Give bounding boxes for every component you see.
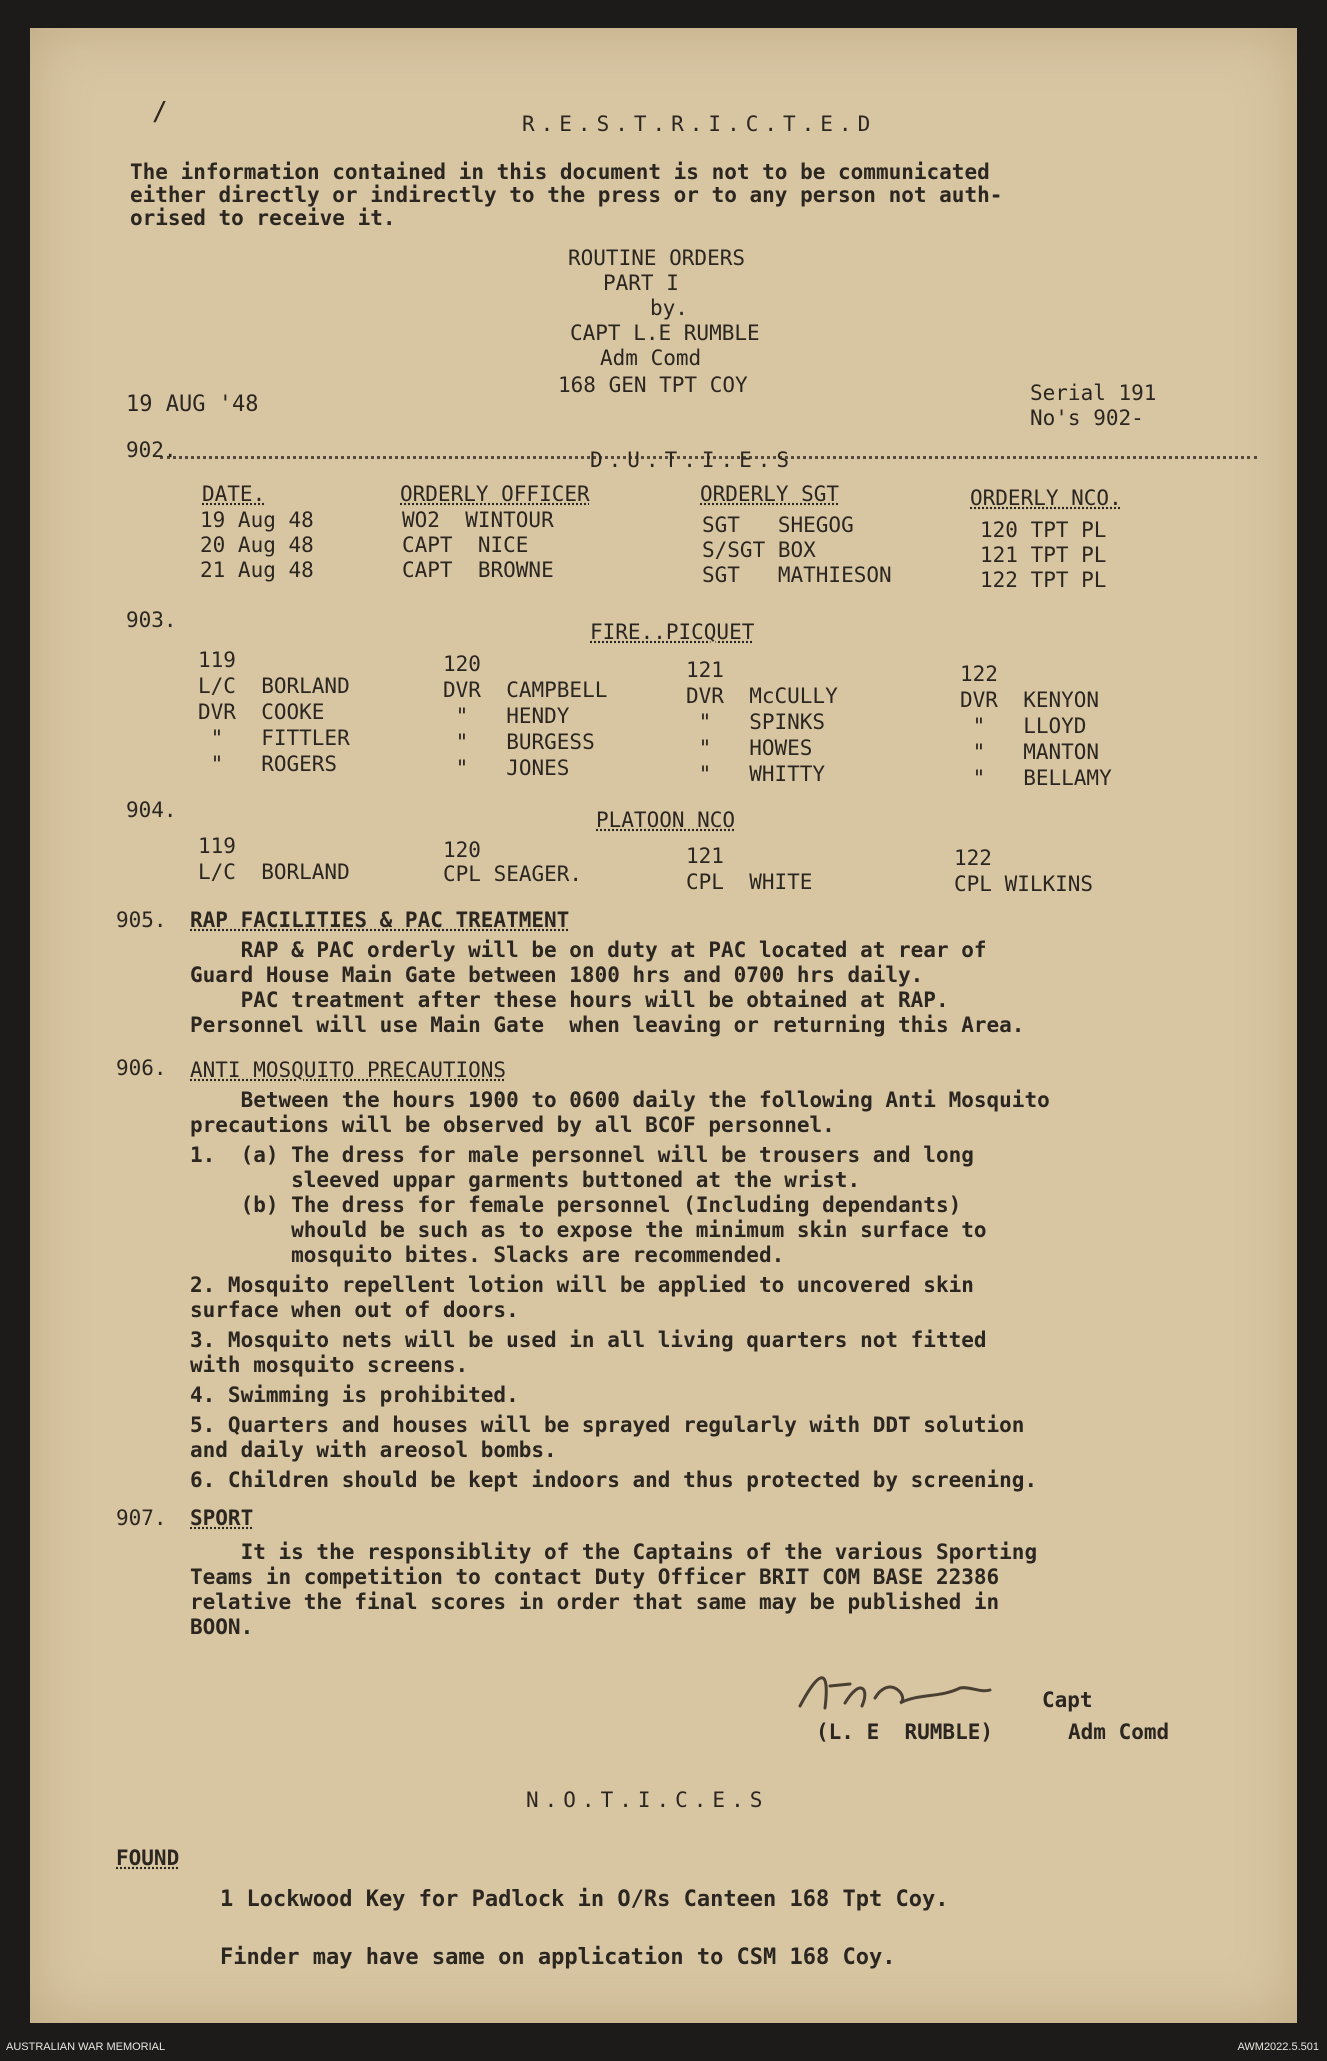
heading-line-5: Adm Comd [600,346,702,370]
fire-picquet-121-line-2: " SPINKS [686,710,826,734]
fire-picquet-title: FIRE..PICQUET [590,620,755,644]
duties-header-sgt: ORDERLY SGT [700,482,840,506]
duties-row-2-officer: CAPT NICE [402,533,529,557]
fire-picquet-122-line-4: " BELLAMY [960,766,1112,790]
platoon-nco-119-pl: 119 [198,834,236,858]
duties-row-2-date: 20 Aug 48 [200,533,314,557]
duties-row-2-sgt: S/SGT BOX [702,538,816,562]
order-numbers: No's 902- [1030,406,1144,430]
duties-row-3-date: 21 Aug 48 [200,558,314,582]
heading-line-6: 168 GEN TPT COY [558,373,748,397]
platoon-nco-122-pl: 122 [954,846,992,870]
heading-line-4: CAPT L.E RUMBLE [570,321,760,345]
duties-row-3-sgt: SGT MATHIESON [702,563,892,587]
handwritten-signature [790,1658,1030,1728]
mosquito-line-2: precautions will be observed by all BCOF personnel. [190,1113,835,1137]
mosquito-line-5: (b) The dress for female personnel (Including dependants) [190,1193,962,1217]
order-date: 19 AUG '48 [126,392,259,417]
duties-row-1-officer: WO2 WINTOUR [402,508,554,532]
fire-picquet-number: 903. [126,608,177,632]
mosquito-line-3: 1. (a) The dress for male personnel will be trousers and long [190,1143,974,1167]
rap-number: 905. [116,908,167,932]
duties-row-3-officer: CAPT BROWNE [402,558,554,582]
sport-line-1: It is the responsiblity of the Captains of the various Sporting [190,1540,1038,1564]
mosquito-line-12: 4. Swimming is prohibited. [190,1383,519,1407]
mosquito-line-4: sleeved uppar garments buttoned at the wrist. [190,1168,861,1192]
duties-header-nco: ORDERLY NCO. [970,486,1122,510]
mosquito-number: 906. [116,1056,167,1080]
mosquito-line-11: with mosquito screens. [190,1353,469,1377]
platoon-nco-number: 904. [126,798,177,822]
fire-picquet-119-line-3: " FITTLER [198,726,350,750]
signature-name: (L. E RUMBLE) [816,1720,994,1744]
serial-number: Serial 191 [1030,381,1157,405]
mosquito-line-8: 2. Mosquito repellent lotion will be applied to uncovered skin [190,1273,974,1297]
fire-picquet-120-line-1: DVR CAMPBELL [443,678,608,702]
mosquito-line-14: and daily with areosol bombs. [190,1438,557,1462]
mosquito-line-7: mosquito bites. Slacks are recommended. [190,1243,785,1267]
footer-institution: AUSTRALIAN WAR MEMORIAL [6,2041,166,2053]
rap-line-4: Personnel will use Main Gate when leaving or returning this Area. [190,1013,1025,1037]
platoon-nco-121-pl: 121 [686,844,724,868]
duties-row-1-nco: 120 TPT PL [980,518,1107,542]
signature-appointment: Adm Comd [1068,1720,1170,1744]
fire-picquet-120-line-2: " HENDY [443,704,570,728]
duties-row-2-nco: 121 TPT PL [980,543,1107,567]
mosquito-title: ANTI MOSQUITO PRECAUTIONS [190,1058,507,1082]
fire-picquet-122-line-1: DVR KENYON [960,688,1100,712]
intro-line-3: orised to receive it. [130,206,396,230]
sport-line-4: BOON. [190,1615,254,1639]
rap-line-3: PAC treatment after these hours will be obtained at RAP. [190,988,949,1012]
mosquito-line-15: 6. Children should be kept indoors and thus protected by screening. [190,1468,1038,1492]
platoon-nco-121-line: CPL WHITE [686,870,813,894]
heading-line-3: by. [650,296,688,320]
platoon-nco-120-pl: 120 [443,838,481,862]
found-label: FOUND [116,1846,180,1870]
footer-accession-number: AWM2022.5.501 [1237,2041,1319,2053]
mosquito-line-6: whould be such as to expose the minimum skin surface to [190,1218,987,1242]
mosquito-line-1: Between the hours 1900 to 0600 daily the following Anti Mosquito [190,1088,1050,1112]
duties-header-date: DATE. [202,482,266,506]
document-page [30,28,1297,2023]
archive-footer [0,2027,1327,2061]
fire-picquet-121-pl: 121 [686,658,724,682]
duties-row-1-sgt: SGT SHEGOG [702,513,854,537]
duties-header-officer: ORDERLY OFFICER [400,482,590,506]
fire-picquet-121-line-3: " HOWES [686,736,813,760]
platoon-nco-title: PLATOON NCO [596,808,736,832]
duties-number: 902. [126,438,177,462]
fire-picquet-120-line-3: " BURGESS [443,730,595,754]
sport-number: 907. [116,1506,167,1530]
signature-rank: Capt [1042,1688,1093,1712]
sport-line-3: relative the final scores in order that same may be published in [190,1590,1000,1614]
mosquito-line-10: 3. Mosquito nets will be used in all living quarters not fitted [190,1328,987,1352]
platoon-nco-119-line: L/C BORLAND [198,860,350,884]
sport-title: SPORT [190,1506,254,1530]
notice-line-1: 1 Lockwood Key for Padlock in O/Rs Canteen 168 Tpt Coy. [220,1887,949,1912]
fire-picquet-120-line-4: " JONES [443,756,570,780]
platoon-nco-122-line: CPL WILKINS [954,872,1094,896]
fire-picquet-119-line-2: DVR COOKE [198,700,325,724]
notices-title: N.O.T.I.C.E.S [526,1788,769,1812]
mosquito-line-9: surface when out of doors. [190,1298,519,1322]
rap-line-2: Guard House Main Gate between 1800 hrs and 0700 hrs daily. [190,963,924,987]
fire-picquet-120-pl: 120 [443,652,481,676]
duties-row-3-nco: 122 TPT PL [980,568,1107,592]
heading-line-2: PART I [603,271,679,295]
heading-line-1: ROUTINE ORDERS [568,246,746,270]
fire-picquet-119-line-4: " ROGERS [198,752,338,776]
fire-picquet-122-line-3: " MANTON [960,740,1100,764]
classification-header: R.E.S.T.R.I.C.T.E.D [522,112,877,136]
rap-line-1: RAP & PAC orderly will be on duty at PAC located at rear of [190,938,987,962]
notice-line-2: Finder may have same on application to CSM 168 Coy. [220,1945,896,1970]
platoon-nco-120-line: CPL SEAGER. [443,862,583,886]
pen-mark: / [152,97,168,127]
duties-title: D.U.T.I.E.S [590,448,796,472]
fire-picquet-121-line-4: " WHITTY [686,762,826,786]
fire-picquet-122-line-2: " LLOYD [960,714,1087,738]
fire-picquet-121-line-1: DVR McCULLY [686,684,838,708]
fire-picquet-119-line-1: L/C BORLAND [198,674,350,698]
fire-picquet-119-pl: 119 [198,648,236,672]
intro-line-1: The information contained in this document is not to be communicated [130,160,990,184]
duties-row-1-date: 19 Aug 48 [200,508,314,532]
intro-line-2: either directly or indirectly to the press or to any person not auth- [130,183,1003,207]
sport-line-2: Teams in competition to contact Duty Officer BRIT COM BASE 22386 [190,1565,1000,1589]
mosquito-line-13: 5. Quarters and houses will be sprayed regularly with DDT solution [190,1413,1025,1437]
rap-title: RAP FACILITIES & PAC TREATMENT [190,908,570,932]
fire-picquet-122-pl: 122 [960,662,998,686]
